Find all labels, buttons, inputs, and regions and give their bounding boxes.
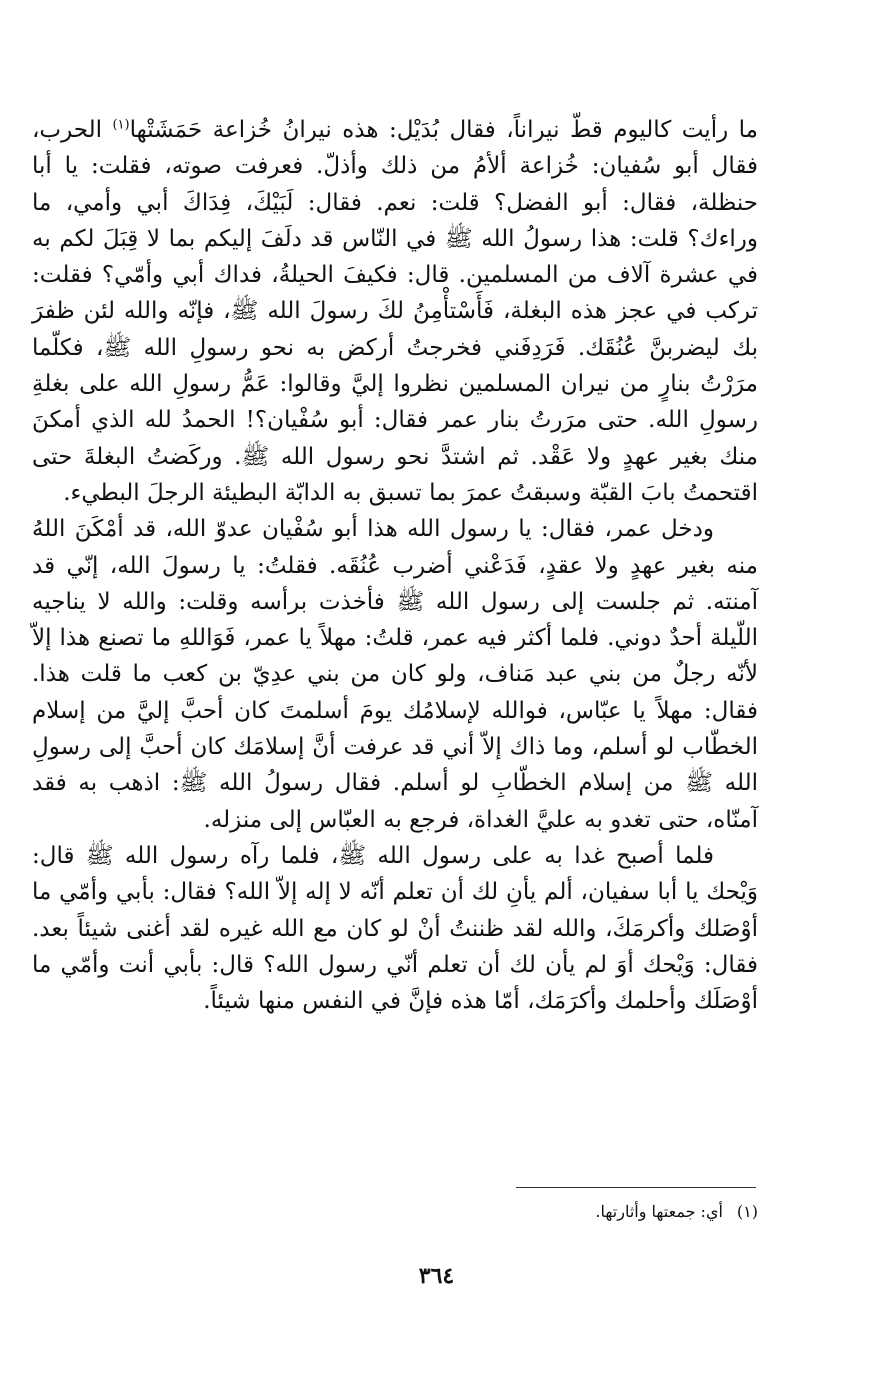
paragraph-2-text: ودخل عمر، فقال: يا رسول الله هذا أبو سُفْيان عدوّ الله، قد أمْكَنَ اللهُ منه بغير عهدٍ ولا عقدٍ، فَدَعْني أضرب عُنُقَه. فقلتُ: يا رسولَ الله، إنّي قد آمنته. ثم جلست إلى رسول الله ﷺ فأخذت برأسه وقلت: والله لا يناجيه اللّيلة أحدٌ دوني. فلما أكثر فيه عمر، قلتُ: مهلاً يا عمر، فَوَاللهِ ما تصنع هذا إلاّ لأنّه رجلٌ من بني عبد مَناف، ولو كان من بني عدِيّ بن كعب ما قلت هذا. فقال: مهلاً يا عبّاس، فوالله لإسلامُك يومَ أسلمتَ كان أحبَّ إليَّ من إسلام الخطّاب لو أسلم، وما ذاك إلاّ أني قد عرفت أنَّ إسلامَك كان أحبَّ إلى رسولِ الله ﷺ من إسلام الخطّابِ لو أسلم. فقال رسولُ الله ﷺ: اذهب به فقد آمنّاه، حتى تغدو به عليَّ الغداة، فرجع به العبّاس إلى منزله. [32, 516, 758, 833]
footnote-text: أي: جمعتها وأثارتها. [595, 1202, 723, 1221]
footnote [400, 1200, 758, 1224]
paragraph-1 [32, 112, 758, 511]
paragraph-3 [32, 838, 758, 1019]
footnote-reference: (١) [112, 117, 130, 133]
body-text [32, 112, 758, 1019]
paragraph-3-text: فلما أصبح غدا به على رسول الله ﷺ، فلما رآه رسول الله ﷺ قال: وَيْحك يا أبا سفيان، ألم يأنِ لك أن تعلم أنّه لا إله إلاّ الله؟ فقال: بأبي وأمّي ما أوْصَلك وأكرمَكَ، والله لقد ظننتُ أنْ لو كان مع الله غيره لقد أغنى شيئاً بعد. فقال: وَيْحك أوَ لم يأن لك أن تعلم أنّي رسول الله؟ قال: بأبي أنت وأمّي ما أوْصَلَك وأحلمك وأكرَمَك، أمّا هذه فإنَّ في النفس منها شيئاً. [32, 842, 758, 1015]
paragraph-1-text: ما رأيت كاليوم قطّ نيراناً، فقال بُدَيْل: هذه نيرانُ خُزاعة حَمَشَتْها$^{(١)}$ الحرب، فقال أبو سُفيان: خُزاعة ألأمُ من ذلك وأذلّ. فعرفت صوته، فقلت: يا أبا حنظلة، فقال: أبو الفضل؟ قلت: نعم. فقال: لَبَيْكَ، فِدَاكَ أبي وأمي، ما وراءك؟ قلت: هذا رسولُ الله ﷺ في النّاس قد دلَفَ إليكم بما لا قِبَلَ لكم به في عشرة آلاف من المسلمين. قال: فكيفَ الحيلةُ، فداك أبي وأمّي؟ فقلت: تركب في عجز هذه البغلة، فَأَسْتأْمِنُ لكَ رسولَ الله ﷺ، فإنّه والله لئن ظفرَ بك ليضربنَّ عُنُقَك. فَرَدِفَني فخرجتُ أركض به نحو رسولِ الله ﷺ، فكلّما مرَرْتُ بنارٍ من نيران المسلمين نظروا إليَّ وقالوا: عَمُّ رسولِ الله على بغلةِ رسولِ الله. حتى مرَرتُ بنار عمر فقال: أبو سُفْيان؟! الحمدُ لله الذي أمكنَ منك بغير عهدٍ ولا عَقْد. ثم اشتدَّ نحو رسول الله ﷺ. وركَضتُ البغلةَ حتى اقتحمتُ بابَ القبّة وسبقتُ عمرَ بما تسبق به الدابّة البطيئة الرجلَ البطيء. [32, 117, 758, 506]
footnote-number: (١) [736, 1202, 758, 1221]
page-number: ٣٦٤ [418, 1263, 455, 1289]
paragraph-2 [32, 511, 758, 838]
footnote-separator [516, 1187, 756, 1188]
